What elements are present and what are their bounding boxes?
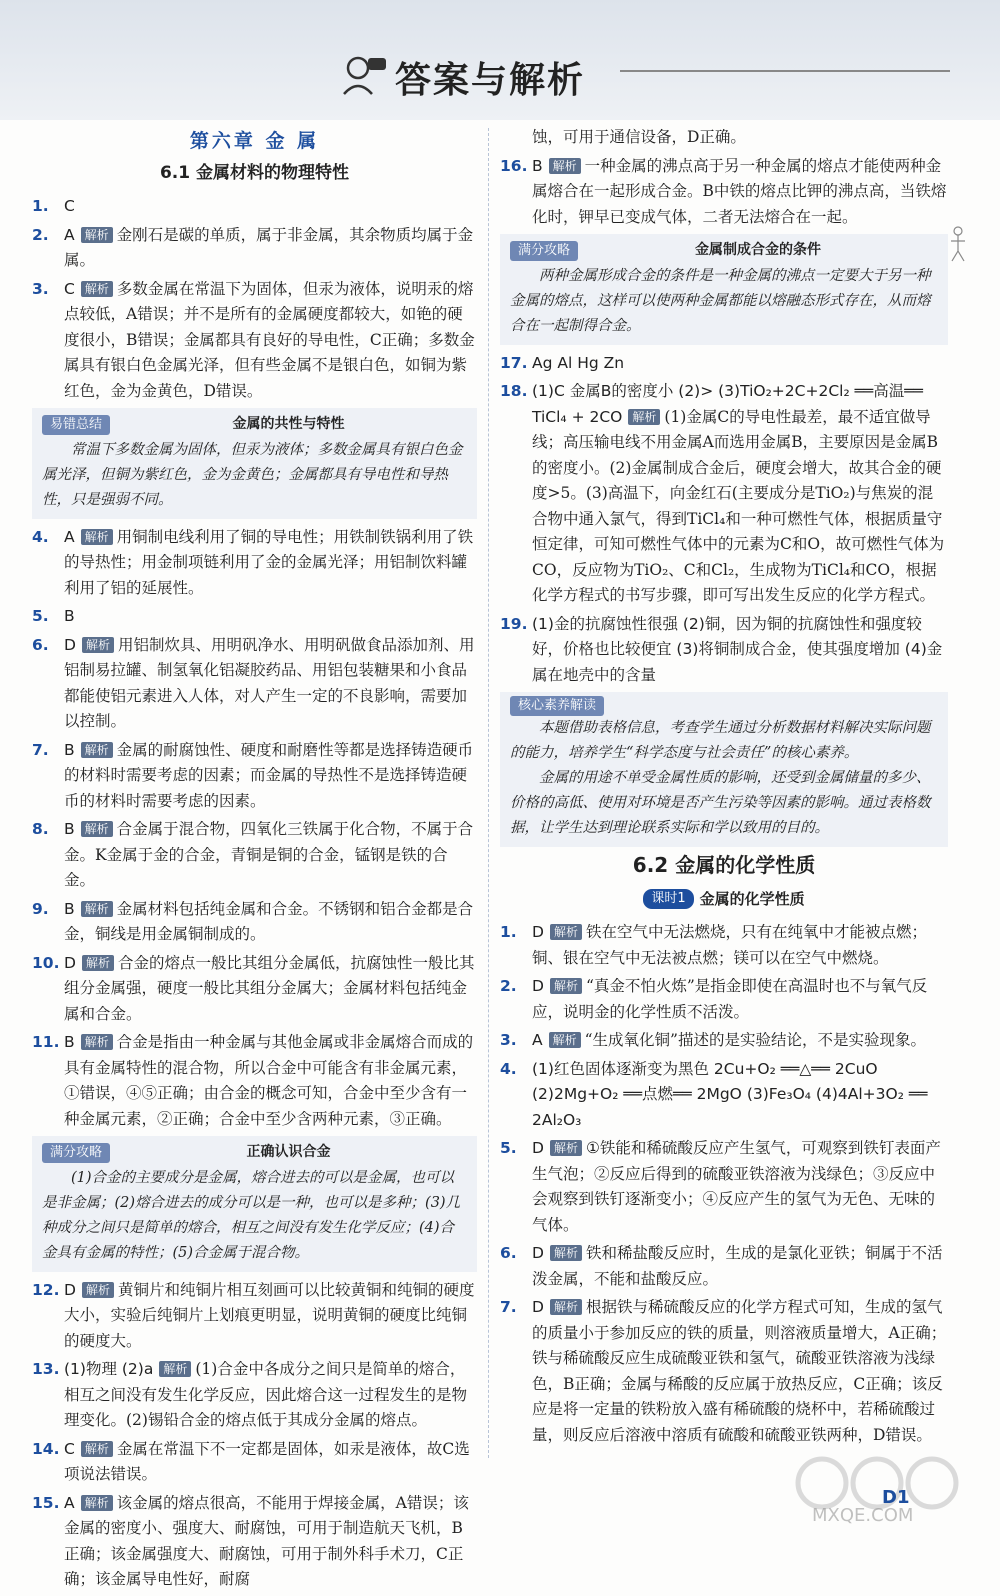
answer-value: A	[64, 225, 75, 244]
analysis-tag: 解析	[628, 409, 660, 425]
answer-item	[32, 1437, 477, 1488]
question-number: 11.	[32, 1033, 60, 1051]
answer-value: C	[64, 197, 75, 215]
tip-box-title: 金属的共性与特性	[232, 416, 345, 432]
answer-item	[32, 951, 477, 1028]
question-number: 19.	[500, 614, 528, 633]
explanation-text: 铁在空气中无法燃烧，只有在纯氧中才能被点燃；铜、银在空气中无法被点燃；镁可以在空气中燃烧。	[532, 923, 927, 967]
analysis-tag: 解析	[81, 901, 113, 917]
explanation-text: 用铜制电线利用了铜的导电性；用铁制铁锅利用了铁的导热性；用金制项链利用了金的金属光泽；用铝制饮料罐利用了铝的延展性。	[64, 527, 474, 597]
answer-value: (1)红色固体逐渐变为黑色 2Cu+O₂ ══△══ 2CuO (2)2Mg+O₂ ══点燃══ 2MgO (3)Fe₃O₄ (4)4Al+3O₂ ══ 2Al₂O₃	[532, 1059, 928, 1129]
question-number: 13.	[32, 1360, 60, 1378]
answer-value: D	[532, 923, 544, 941]
answer-value: D	[532, 1244, 544, 1262]
tip-box-paragraph: 金属的用途不单受金属性质的影响，还受到金属储量的多少、价格的高低、使用对环境是否产生污染等因素的影响。通过表格数据，让学生达到理论联系实际和学以致用的目的。	[510, 770, 931, 836]
answer-list	[500, 154, 948, 231]
analysis-tag: 解析	[81, 1441, 113, 1457]
explanation-text: “真金不怕火炼”是指金即使在高温时也不与氧气反应，说明金的化学性质不活泼。	[532, 977, 928, 1021]
tip-box-paragraph: 本题借助表格信息，考查学生通过分析数据材料解决实际问题的能力，培养学生“科学态度与社会责任”的核心素养。	[510, 720, 931, 761]
lesson-badge: 课时1	[643, 889, 693, 909]
answer-item	[32, 1491, 477, 1593]
question-number: 4.	[32, 527, 49, 546]
question-number: 1.	[32, 197, 49, 215]
explanation-text: (1)金属C的导电性最差，最不适宜做导线；高压输电线不用金属A而选用金属B，主要原因是金属B的密度小。(2)金属制成合金后，硬度会增大，故其合金的硬度>5。(3)高温下，向金红石(主要成分是TiO₂)与焦炭的混合物中通入氯气，得到TiCl₄和一种可燃性气体，根据质量守恒定律，可知可燃性气体中的元素为C和O，故可燃性气体为CO，反应物为TiO₂、C和Cl₂，生成物为TiCl₄和CO，根据化学方程式的书写步骤，即可写出发生反应的化学方程式。	[532, 407, 945, 604]
answer-item	[500, 1028, 948, 1054]
tip-box-label: 满分攻略	[42, 1143, 110, 1163]
tip-box	[500, 692, 948, 847]
analysis-tag: 解析	[550, 1245, 582, 1261]
answer-item	[32, 1357, 477, 1434]
answer-item	[500, 1136, 948, 1238]
analysis-tag: 解析	[81, 281, 113, 297]
answer-value: B	[64, 740, 75, 759]
question-number: 8.	[32, 820, 49, 838]
answer-value: A	[64, 527, 75, 546]
question-number: 2.	[500, 977, 517, 995]
tip-box-header	[42, 1140, 467, 1166]
analysis-tag: 解析	[82, 637, 114, 653]
answer-item	[32, 525, 477, 602]
section-heading: 6.1 金属材料的物理特性	[159, 162, 350, 183]
question-number: 3.	[32, 279, 49, 298]
answer-item	[500, 351, 948, 377]
stick-figure-icon	[948, 225, 968, 265]
answer-list	[32, 1278, 477, 1593]
question-number: 3.	[500, 1031, 517, 1049]
answer-item	[500, 1295, 948, 1448]
answer-value: (1)物理 (2)a	[64, 1360, 154, 1378]
explanation-text: 金属在常温下不一定都是固体，如汞是液体，故C选项说法错误。	[64, 1439, 470, 1483]
answer-value: C	[64, 1439, 75, 1458]
explanation-text: 金属材料包括纯金属和合金。不锈钢和铝合金都是合金，铜线是用金属铜制成的。	[64, 899, 474, 943]
answer-value: (1)金的抗腐蚀性很强 (2)铜，因为铜的抗腐蚀性和强度较好，价格也比较便宜 (3)将铜制成合金，使其强度增加 (4)金属在地壳中的含量	[532, 614, 943, 684]
tip-box	[32, 1136, 477, 1272]
tip-box-title: 正确认识合金	[246, 1144, 331, 1160]
header-rule	[620, 70, 950, 72]
answer-list	[500, 920, 948, 1448]
tip-box-label: 易错总结	[42, 415, 110, 435]
tip-box-header	[510, 238, 938, 264]
tip-box-body	[42, 438, 467, 513]
answer-value: B	[64, 607, 75, 625]
answer-list	[500, 351, 948, 689]
answer-item	[500, 1057, 948, 1134]
question-number: 18.	[500, 382, 528, 400]
explanation-text: “生成氧化铜”描述的是实验结论，不是实验现象。	[584, 1031, 926, 1049]
analysis-tag: 解析	[550, 1140, 582, 1156]
answer-item	[32, 223, 477, 274]
explanation-text: 金属的耐腐蚀性、硬度和耐磨性等都是选择铸造硬币的材料时需要考虑的因素；而金属的导热性不是选择铸造硬币的材料时需要考虑的因素。	[64, 740, 474, 810]
question-number: 12.	[32, 1280, 60, 1299]
question-number: 17.	[500, 353, 528, 372]
answer-item	[32, 633, 477, 735]
question-number: 6.	[32, 635, 49, 654]
question-number: 6.	[500, 1244, 517, 1262]
explanation-text: 铁和稀盐酸反应时，生成的是氯化亚铁；铜属于不活泼金属，不能和盐酸反应。	[532, 1244, 943, 1288]
answer-value: B	[64, 1033, 75, 1051]
answer-value: B	[532, 156, 543, 175]
tip-box-header	[510, 696, 938, 716]
answer-item	[32, 738, 477, 815]
tip-box-paragraph: (1)合金的主要成分是金属，熔合进去的可以是金属，也可以是非金属；(2)熔合进去的成分可以是一种，也可以是多种；(3)几种成分之间只是简单的熔合，相互之间没有发生化学反应；(4)合金具有金属的特性；(5)合金属于混合物。	[42, 1169, 461, 1261]
question-number: 5.	[32, 607, 49, 625]
explanation-text: 合金是指由一种金属与其他金属或非金属熔合而成的具有金属特性的混合物，所以合金中可能含有非金属元素，①错误，④⑤正确；由合金的概念可知，合金中至少含有一种金属元素，②正确；合金中至少含两种元素，③正确。	[64, 1033, 474, 1128]
explanation-text: 合金属于混合物，四氧化三铁属于化合物，不属于合金。K金属于金的合金，青铜是铜的合金，锰钢是铁的合金。	[64, 820, 474, 889]
left-column	[32, 125, 477, 1596]
answer-value: A	[64, 1493, 75, 1512]
question-number: 10.	[32, 953, 60, 972]
answer-item	[500, 1241, 948, 1292]
answer-item	[500, 379, 948, 609]
question-number: 16.	[500, 156, 528, 175]
question-number: 1.	[500, 923, 517, 941]
analysis-tag: 解析	[81, 529, 113, 545]
section-heading: 6.2 金属的化学性质	[632, 853, 816, 877]
answer-item	[32, 604, 477, 630]
answer-item	[500, 612, 948, 689]
answer-value: B	[64, 820, 75, 838]
answer-value: D	[64, 953, 76, 972]
tip-box-body	[510, 264, 938, 339]
analysis-tag: 解析	[82, 955, 114, 971]
analysis-tag: 解析	[550, 1299, 582, 1315]
answer-item	[32, 1030, 477, 1132]
question-number: 15.	[32, 1493, 60, 1512]
tip-box	[500, 234, 948, 345]
analysis-tag: 解析	[81, 1034, 113, 1050]
answer-value: (1)C 金属B的密度小 (2)> (3)TiO₂+2C+2Cl₂ ══高温══ TiCl₄ + 2CO	[532, 382, 923, 426]
explanation-text: 多数金属在常温下为固体，但汞为液体，说明汞的熔点较低，A错误；并不是所有的金属硬度都较大，如铯的硬度很小，B错误；金属都具有良好的导电性，C正确；多数金属具有银白色金属光泽，但有些金属不是银白色，如铜为紫红色，金为金黄色，D错误。	[64, 279, 475, 400]
analysis-tag: 解析	[82, 1282, 114, 1298]
question-number: 9.	[32, 899, 49, 918]
analysis-tag: 解析	[81, 227, 113, 243]
question-number: 14.	[32, 1439, 60, 1458]
tip-box-label: 满分攻略	[510, 241, 578, 261]
reader-logo-icon	[340, 50, 390, 98]
explanation-text: 用铝制炊具、用明矾净水、用明矾做食品添加剂、用铝制易拉罐、制氢氧化铝凝胶药品、用铝包装糖果和小食品都能使铝元素进入人体，对人产生一定的不良影响，需要加以控制。	[64, 635, 475, 730]
continued-text: 蚀，可用于通信设备，D正确。	[532, 128, 746, 146]
answer-value: D	[532, 1139, 544, 1157]
explanation-text: ①铁能和稀硫酸反应产生氢气，可观察到铁钉表面产生气泡；②反应后得到的硫酸亚铁溶液为浅绿色；③反应中会观察到铁钉逐渐变小；④反应产生的氢气为无色、无味的气体。	[532, 1139, 941, 1234]
answer-item	[32, 817, 477, 894]
analysis-tag: 解析	[549, 1032, 581, 1048]
answer-item	[32, 1278, 477, 1355]
tip-box	[32, 408, 477, 519]
analysis-tag: 解析	[549, 158, 581, 174]
answer-value: Ag Al Hg Zn	[532, 353, 625, 372]
explanation-text: 该金属的熔点很高，不能用于焊接金属，A错误；该金属的密度小、强度大、耐腐蚀，可用于制造航天飞机，B正确；该金属强度大、耐腐蚀，可用于制外科手术刀，C正确；该金属导电性好，耐腐	[64, 1493, 469, 1588]
explanation-text: 一种金属的沸点高于另一种金属的熔点才能使两种金属熔合在一起形成合金。B中铁的熔点比钾的沸点高，当铁熔化时，钾早已变成气体，二者无法熔合在一起。	[532, 156, 947, 226]
tip-box-title: 金属制成合金的条件	[695, 242, 821, 258]
answer-value: D	[64, 1280, 76, 1299]
answer-value: C	[64, 279, 75, 298]
analysis-tag: 解析	[81, 742, 113, 758]
page-number: D1	[882, 1487, 910, 1508]
question-number: 7.	[500, 1298, 517, 1316]
explanation-text: (1)合金中各成分之间只是简单的熔合，相互之间没有发生化学反应，因此熔合这一过程发生的是物理变化。(2)锡铅合金的熔点低于其成分金属的熔点。	[64, 1360, 468, 1429]
analysis-tag: 解析	[550, 978, 582, 994]
question-number: 4.	[500, 1059, 517, 1078]
answer-list	[32, 194, 477, 404]
tip-box-paragraph: 常温下多数金属为固体，但汞为液体；多数金属具有银白色金属光泽，但铜为紫红色，金为金黄色；金属都具有导电性和导热性，只是强弱不同。	[42, 441, 463, 508]
answer-item	[32, 277, 477, 405]
tip-box-paragraph: 两种金属形成合金的条件是一种金属的沸点一定要大于另一种金属的熔点，这样可以使两种金属都能以熔融态形式存在，从而熔合在一起制得合金。	[510, 267, 931, 334]
answer-item	[32, 897, 477, 948]
answer-list	[32, 525, 477, 1133]
answer-value: D	[64, 635, 76, 654]
analysis-tag: 解析	[550, 924, 582, 940]
question-number: 7.	[32, 740, 49, 759]
column-divider	[488, 128, 489, 1458]
explanation-text: 合金的熔点一般比其组分金属低，抗腐蚀性一般比其组分金属强，硬度一般比其组分金属大；金属材料包括纯金属和合金。	[64, 953, 475, 1023]
watermark-text: MXQE.COM	[812, 1505, 914, 1526]
page-title: 答案与解析	[395, 60, 586, 101]
explanation-text: 黄铜片和纯铜片相互刻画可以比较黄铜和纯铜的硬度大小，实验后纯铜片上划痕更明显，说明黄铜的硬度比纯铜的硬度大。	[64, 1280, 475, 1350]
tip-box-body	[42, 1166, 467, 1266]
answer-value: A	[532, 1031, 543, 1049]
chapter-heading: 第六章 金 属	[189, 130, 320, 152]
explanation-text: 金刚石是碳的单质，属于非金属，其余物质均属于金属。	[64, 225, 474, 269]
answer-value: B	[64, 899, 75, 918]
question-number: 2.	[32, 225, 49, 244]
lesson-heading	[500, 887, 948, 913]
page-header	[0, 0, 1000, 120]
tip-box-body	[510, 716, 938, 841]
answer-item	[500, 920, 948, 971]
analysis-tag: 解析	[81, 821, 113, 837]
analysis-tag: 解析	[81, 1495, 113, 1511]
answer-value: D	[532, 977, 544, 995]
tip-box-header	[42, 412, 467, 438]
lesson-title: 金属的化学性质	[699, 889, 805, 908]
answer-item	[500, 974, 948, 1025]
right-column	[500, 125, 948, 1451]
analysis-tag: 解析	[159, 1361, 191, 1377]
question-number: 5.	[500, 1139, 517, 1157]
answer-value: D	[532, 1298, 544, 1316]
explanation-text: 根据铁与稀硫酸反应的化学方程式可知，生成的氢气的质量小于参加反应的铁的质量，则溶液质量增大，A正确；铁与稀硫酸反应生成硫酸亚铁和氢气，硫酸亚铁溶液为浅绿色，B正确；金属与稀酸的反应属于放热反应，C正确；该反应是将一定量的铁粉放入盛有稀硫酸的烧杯中，若稀硫酸过量，则反应后溶液中溶质有硫酸和硫酸亚铁两种，D错误。	[532, 1298, 947, 1444]
answer-item	[32, 194, 477, 220]
answer-item	[500, 154, 948, 231]
tip-box-label: 核心素养解读	[510, 696, 604, 716]
